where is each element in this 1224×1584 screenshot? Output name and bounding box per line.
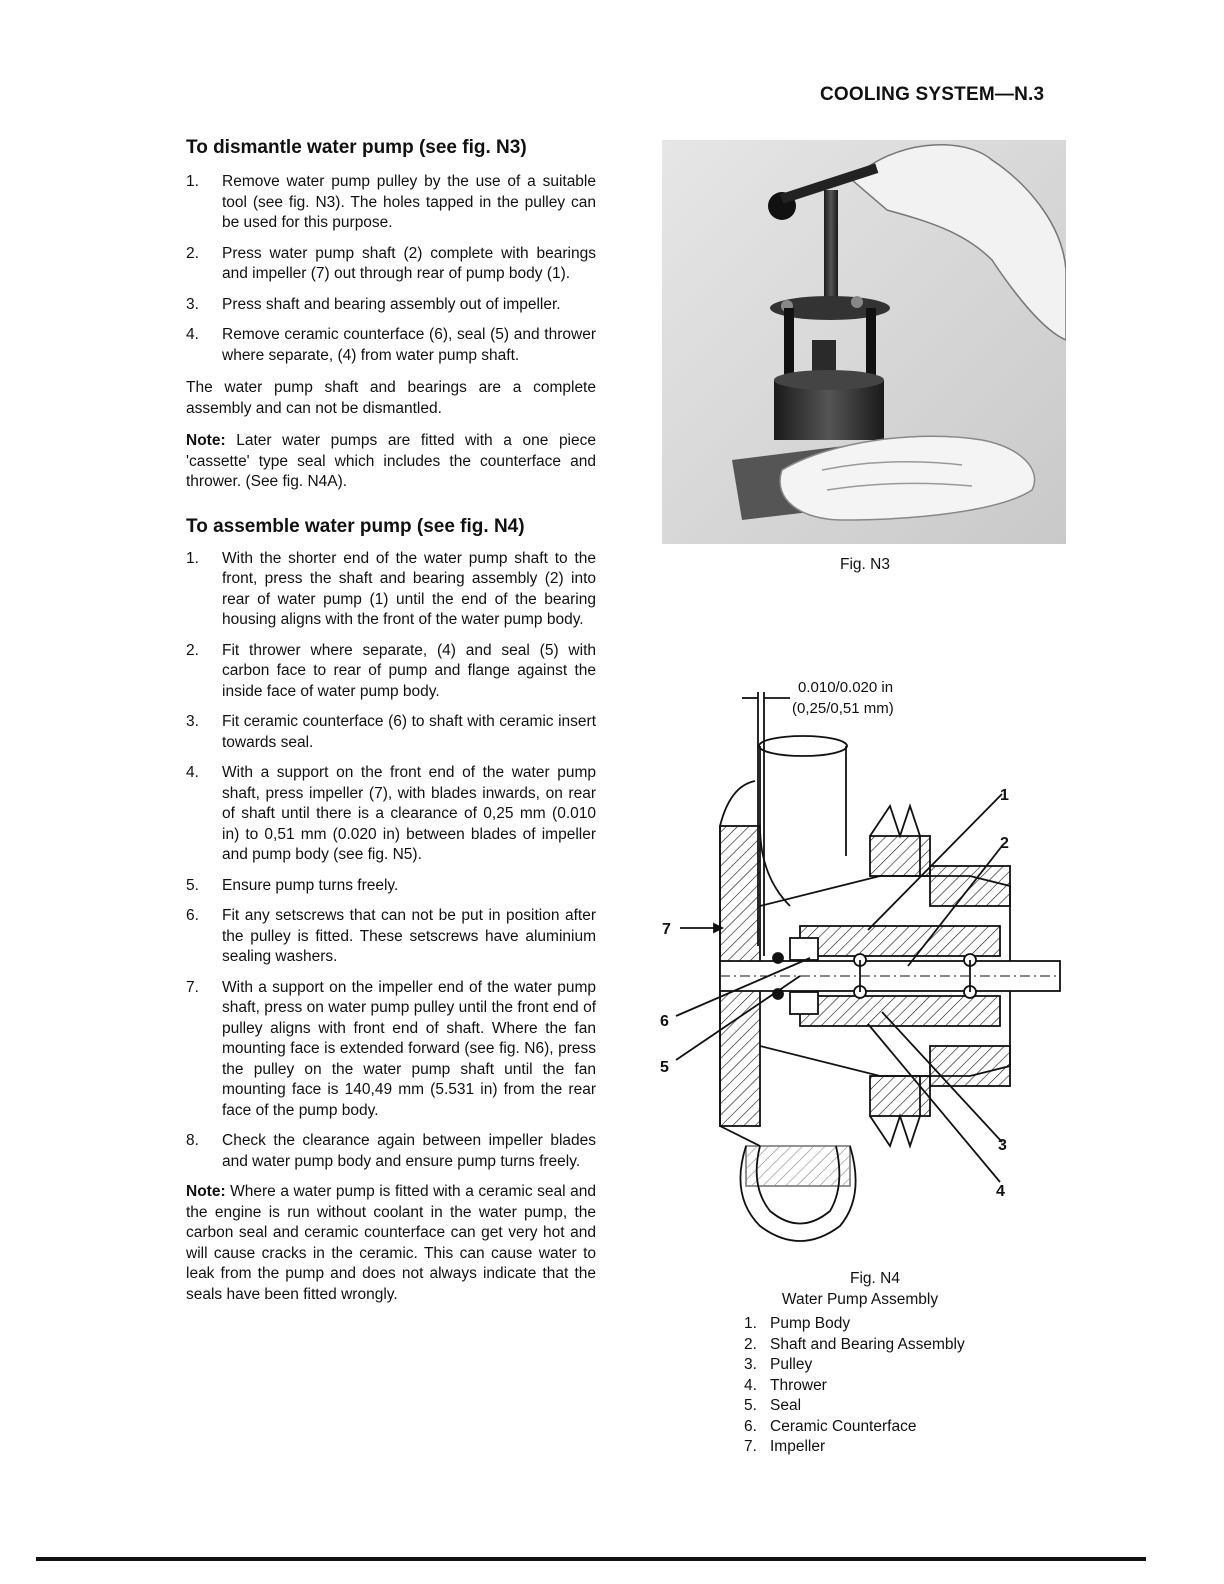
list-item	[186, 244, 596, 285]
legend-number: 4.	[744, 1376, 757, 1394]
step-text: Check the clearance again between impeller blades and water pump body and ensure pump turns freely.	[222, 1132, 596, 1170]
list-item	[186, 978, 596, 1122]
step-text: With a support on the front end of the water pump shaft, press impeller (7), with blades inwards, on rear of shaft until there is a clearance of 0,25 mm (0.010 in) to 0,51 mm (0.020 in) between blades of impeller and pump body (see fig. N5).	[222, 764, 596, 863]
list-item	[186, 549, 596, 631]
assemble-heading: To assemble water pump (see fig. N4)	[186, 515, 525, 537]
callout-7: 7	[662, 921, 671, 938]
step-text: Fit thrower where separate, (4) and seal (5) with carbon face to rear of pump and flange against the inside face of water pump body.	[222, 641, 596, 700]
legend-number: 6.	[744, 1417, 757, 1435]
note-label: Note:	[186, 1183, 226, 1200]
step-number: 6.	[186, 907, 199, 924]
dimension-mm: (0,25/0,51 mm)	[792, 700, 894, 717]
legend-number: 1.	[744, 1315, 757, 1332]
note-text: Later water pumps are fitted with a one piece 'cassette' type seal which includes the counterface and thrower. (See fig. N4A).	[186, 432, 596, 490]
dismantle-heading: To dismantle water pump (see fig. N3)	[186, 137, 527, 158]
page-header: COOLING SYSTEM—N.3	[820, 84, 1045, 105]
fig-n4-diagram	[650, 676, 1070, 1266]
note-label: Note:	[186, 432, 226, 449]
step-number: 7.	[186, 978, 199, 996]
list-item	[744, 1376, 1044, 1397]
step-text: With a support on the impeller end of the water pump shaft, press on water pump pulley until the front end of pulley aligns with front end of shaft. Where the fan mounting face is extended forward (see fig. N6), press the pulley on the water pump shaft until the fan mounting face is 140,49 mm (5.531 in) from the rear face of the pump body.	[222, 978, 596, 1119]
text-column	[186, 136, 596, 1317]
step-text: With the shorter end of the water pump shaft to the front, press the shaft and bearing assembly (2) into rear of water pump (1) until the end of the bearing housing aligns with the front of the water pump body.	[222, 549, 596, 628]
callout-5: 5	[660, 1059, 669, 1076]
legend-label: Pump Body	[770, 1315, 851, 1332]
list-item	[186, 1131, 596, 1172]
list-item	[186, 763, 596, 866]
callout-2: 2	[1000, 835, 1009, 852]
assemble-steps	[186, 549, 596, 1173]
list-item	[744, 1314, 1044, 1335]
legend-label: Pulley	[770, 1356, 813, 1373]
step-text: Remove ceramic counterface (6), seal (5) and thrower where separate, (4) from water pump shaft.	[222, 326, 596, 364]
dismantle-note	[186, 431, 596, 493]
list-item	[186, 906, 596, 968]
step-number: 5.	[186, 876, 199, 894]
step-number: 1.	[186, 173, 199, 190]
step-text: Press shaft and bearing assembly out of impeller.	[222, 295, 561, 313]
list-item	[186, 295, 596, 316]
legend-label: Ceramic Counterface	[770, 1417, 917, 1435]
press-tool-illustration	[662, 140, 1066, 544]
list-item	[186, 172, 596, 234]
step-text: Ensure pump turns freely.	[222, 876, 399, 894]
fig-n3-photo	[662, 140, 1066, 544]
legend-label: Shaft and Bearing Assembly	[770, 1335, 965, 1353]
fig-n4-legend	[744, 1314, 1044, 1458]
step-number: 3.	[186, 295, 199, 313]
step-text: Press water pump shaft (2) complete with bearings and impeller (7) out through rear of pump body (1).	[222, 244, 596, 282]
legend-label: Thrower	[770, 1376, 827, 1394]
step-number: 4.	[186, 326, 199, 343]
note-text: Where a water pump is fitted with a ceramic seal and the engine is run without coolant in the water pump, the carbon seal and ceramic counterface can get very hot and will cause cracks in the ceramic. This can cause water to leak from the pump and does not always indicate that the seals have been fitted wrongly.	[186, 1183, 596, 1303]
step-number: 1.	[186, 549, 199, 567]
list-item	[186, 712, 596, 753]
callout-1: 1	[1000, 787, 1009, 804]
step-number: 8.	[186, 1132, 199, 1149]
list-item	[744, 1396, 1044, 1417]
dismantle-steps	[186, 172, 596, 366]
legend-number: 5.	[744, 1397, 757, 1414]
fig-n3-caption: Fig. N3	[840, 556, 890, 573]
legend-number: 3.	[744, 1356, 757, 1373]
dimension-inches: 0.010/0.020 in	[798, 679, 894, 696]
footer-rule	[36, 1557, 1146, 1561]
list-item	[186, 641, 596, 703]
list-item	[744, 1355, 1044, 1376]
callout-6: 6	[660, 1013, 669, 1030]
callout-3: 3	[998, 1137, 1007, 1154]
step-number: 2.	[186, 641, 199, 659]
list-item	[744, 1335, 1044, 1356]
step-number: 2.	[186, 244, 199, 262]
step-number: 4.	[186, 764, 199, 781]
callout-4: 4	[996, 1183, 1005, 1200]
list-item	[744, 1437, 1044, 1458]
step-text: Fit any setscrews that can not be put in position after the pulley is fitted. These setscrews have aluminium sealing washers.	[222, 907, 596, 965]
list-item	[186, 325, 596, 366]
legend-number: 2.	[744, 1335, 757, 1353]
dismantle-paragraph: The water pump shaft and bearings are a complete assembly and can not be dismantled.	[186, 379, 596, 417]
step-number: 3.	[186, 713, 199, 730]
step-text: Fit ceramic counterface (6) to shaft with ceramic insert towards seal.	[222, 713, 596, 751]
fig-n4-caption: Fig. N4	[850, 1270, 900, 1287]
fig-n4-title: Water Pump Assembly	[781, 1291, 939, 1308]
assemble-note	[186, 1182, 596, 1305]
legend-label: Seal	[770, 1397, 802, 1414]
list-item	[744, 1417, 1044, 1438]
step-text: Remove water pump pulley by the use of a suitable tool (see fig. N3). The holes tapped in the pulley can be used for this purpose.	[222, 173, 596, 231]
water-pump-section-drawing	[650, 676, 1070, 1266]
legend-number: 7.	[744, 1438, 757, 1455]
legend-label: Impeller	[770, 1438, 826, 1455]
list-item	[186, 876, 596, 897]
